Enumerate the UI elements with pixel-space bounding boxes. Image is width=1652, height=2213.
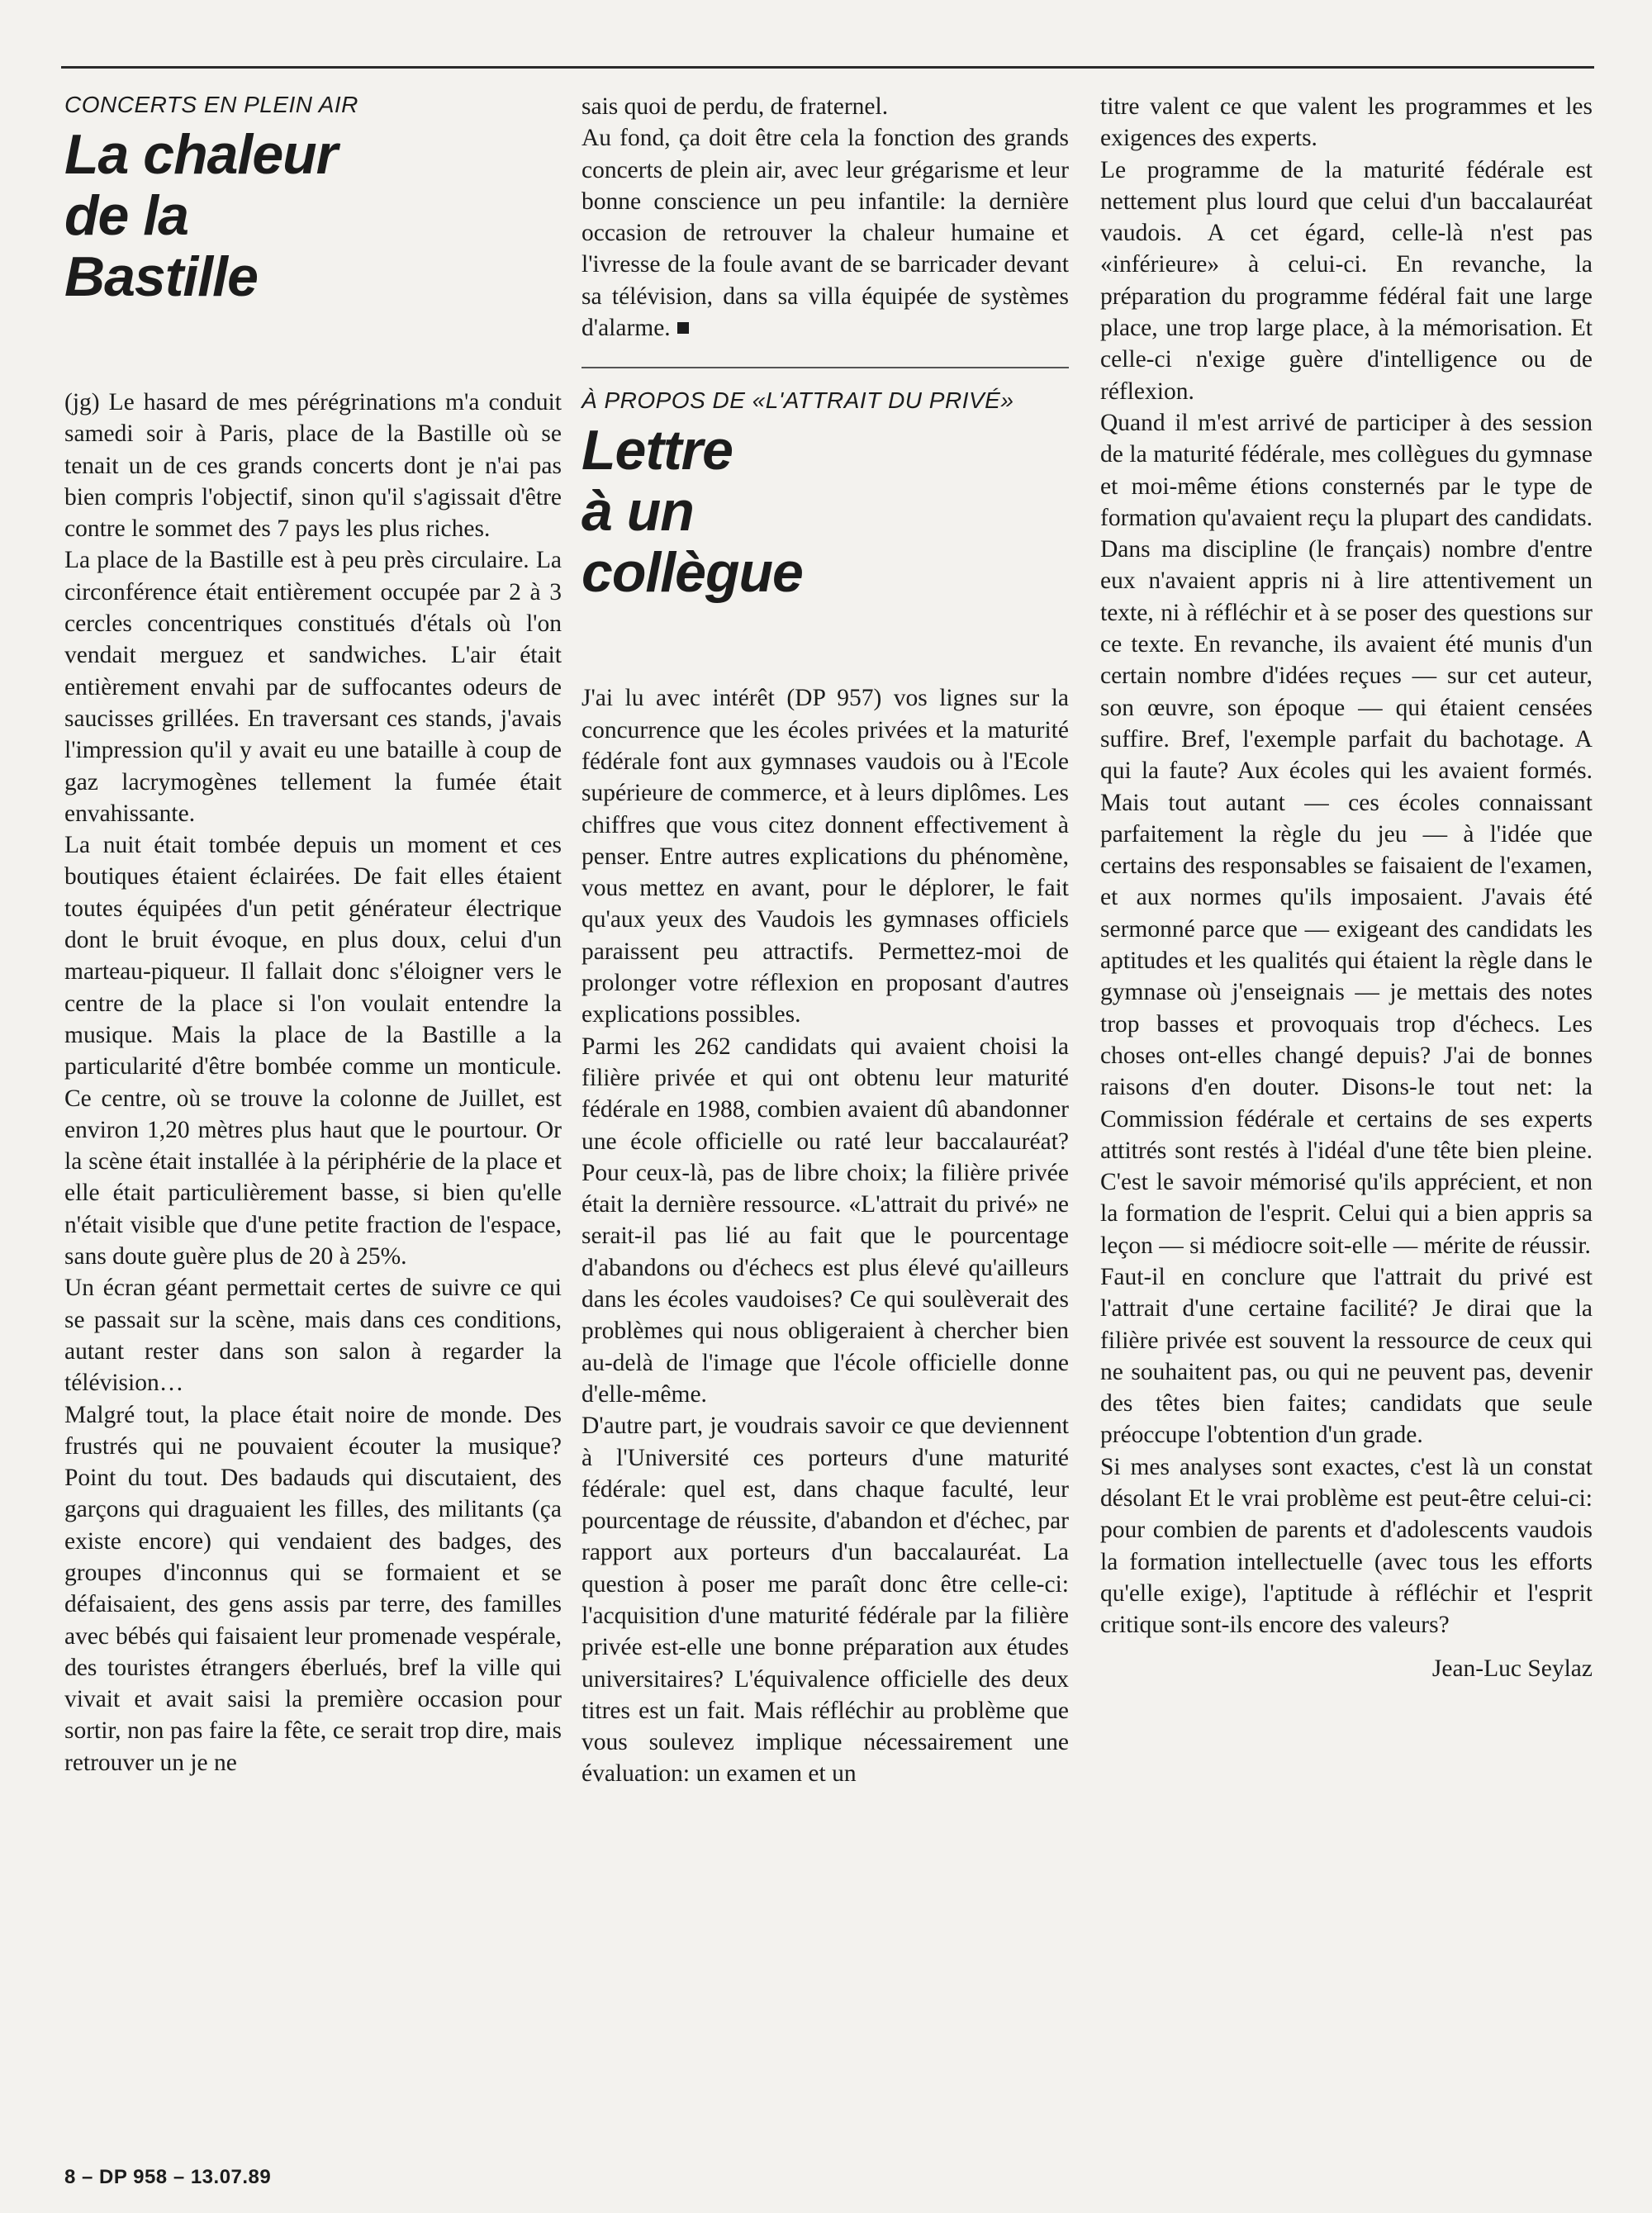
headline-line: Bastille xyxy=(64,245,258,308)
paragraph: La place de la Bastille est à peu près circulaire. La circonférence était entièrement occupée par 2 à 3 cercles concentriques constitués d'étals où l'on vendait merguez et sandwiches. L'air était entièrement envahi par de suffocantes odeurs de saucisses grillées. En traversant ces stands, j'avais l'impression qu'il y avait eu une bataille à coup de gaz lacrymogènes tellement la fumée était envahissante. xyxy=(64,547,562,827)
article2-headline xyxy=(582,420,1069,603)
paragraph: La nuit était tombée depuis un moment et ces boutiques étaient éclairées. De fait elles étaient toutes équipées d'un petit générateur électrique dont le bruit évoque, en plus doux, celui d'un marteau-piqueur. Il fallait donc s'éloigner vers le centre de la place si l'on voulait entendre la musique. Mais la place de la Bastille a la particularité d'être bombée comme un monticule. Ce centre, où se trouve la colonne de Juillet, est environ 1,20 mètres plus haut que le pourtour. Or la scène était installée à la périphérie de la place et elle était particulièrement basse, si bien qu'elle n'était visible que d'une petite fraction de l'espace, sans doute guère plus de 20 à 25%. xyxy=(64,832,562,1270)
paragraph: (jg) Le hasard de mes pérégrinations m'a conduit samedi soir à Paris, place de la Bastille où se tenait un de ces grands concerts dont je n'ai pas bien compris l'objectif, sinon qu'il s'agissait d'être contre le sommet des 7 pays les plus riches. xyxy=(64,389,562,543)
paragraph: Si mes analyses sont exactes, c'est là un constat désolant Et le vrai problème est peut-être celui-ci: pour combien de parents et d'adolescents vaudois la formation intellectuelle (avec tous les efforts qu'elle exige), l'aptitude à réfléchir et l'esprit critique sont-ils encore des valeurs? xyxy=(1100,1453,1593,1639)
article1-continuation xyxy=(582,91,1069,344)
article2-body-col2 xyxy=(582,682,1069,1789)
column-2 xyxy=(582,91,1069,1790)
paragraph: Un écran géant permettait certes de suivre ce qui se passait sur la scène, mais dans ces conditions, autant rester dans son salon à regarder la télévision… xyxy=(64,1275,562,1397)
headline-line: à un xyxy=(582,480,694,544)
author-signature: Jean-Luc Seylaz xyxy=(1431,1655,1593,1682)
paragraph: titre valent ce que valent les programmes et les exigences des experts. xyxy=(1100,93,1593,152)
paragraph xyxy=(582,122,1069,344)
paragraph: J'ai lu avec intérêt (DP 957) vos lignes sur la concurrence que les écoles privées et la maturité fédérale font aux gymnases vaudois ou à l'Ecole supérieure de commerce, et à leurs diplômes. Les chiffres que vous citez donnent effectivement à penser. Entre autres explications du phénomène, vous mettez en avant, pour le déplorer, le fait qu'aux yeux des Vaudois les gymnases officiels paraissent peu attractifs. Permettez-moi de prolonger votre réflexion en proposant d'autres explications possibles. xyxy=(582,685,1069,1028)
article2-kicker: À PROPOS DE «L'ATTRAIT DU PRIVÉ» xyxy=(582,387,1014,414)
article1-headline xyxy=(64,124,562,307)
headline-line: La chaleur xyxy=(64,123,338,186)
page-footer: 8 – DP 958 – 13.07.89 xyxy=(64,2166,272,2188)
article2-body-col3 xyxy=(1100,91,1593,1641)
headline-line: Lettre xyxy=(582,419,733,482)
column-3 xyxy=(1100,91,1593,1684)
paragraph: Quand il m'est arrivé de participer à des session de la maturité fédérale, mes collègues du gymnase et moi-même étions consternés par le type de formation qu'avaient reçu la plupart des candidats. Dans ma discipline (le français) nombre d'entre eux n'avaient appris ni à lire attentivement un texte, ni à réfléchir et à se poser des questions sur ce texte. En revanche, ils avaient été munis d'un certain nombre d'idées reçues — sur cet auteur, son œuvre, son époque — qui étaient censées suffire. Bref, l'exemple parfait du bachotage. A qui la faute? Aux écoles qui les avaient formés. Mais tout autant — ces écoles connaissant parfaitement la règle du jeu — à l'idée que certains des responsables se faisaient de l'examen, et aux normes qu'ils imposaient. J'avais été sermonné parce que — exigeant des candidats les aptitudes et les qualités qui étaient la règle dans le gymnase où j'enseignais — je mettais des notes trop basses et provoquais trop d'échecs. Les choses ont-elles changé depuis? J'ai de bonnes raisons d'en douter. Disons-le tout net: la Commission fédérale et certains de ses experts attitrés sont restés à l'idéal d'une tête bien pleine. C'est le savoir mémorisé qu'ils apprécient, et non la formation de l'esprit. Celui qui a bien appris sa leçon — si médiocre soit-elle — mérite de réussir. xyxy=(1100,409,1593,1259)
paragraph: sais quoi de perdu, de fraternel. xyxy=(582,93,889,120)
paragraph: Malgré tout, la place était noire de monde. Des frustrés qui ne pouvaient écouter la musique? Point du tout. Des badauds qui discutaient, des garçons qui draguaient les filles, des militants (ça existe encore) qui vendaient des badges, des groupes d'inconnus qui se formaient et se défaisaient, des gens assis par terre, des familles avec bébés qui faisaient leur promenade vespérale, des touristes étrangers éberlués, bref la ville qui vivait et avait saisi la première occasion pour sortir, non pas faire la fête, ce serait trop dire, mais retrouver un je ne xyxy=(64,1401,562,1776)
article1-body xyxy=(64,387,562,1778)
paragraph: D'autre part, je voudrais savoir ce que deviennent à l'Université ces porteurs d'une maturité fédérale: quel est, dans chaque faculté, leur pourcentage de réussite, d'abandon et d'échec, par rapport aux porteurs d'un baccalauréat. La question à poser me paraît donc être celle-ci: l'acquisition d'une maturité fédérale par la filière privée est-elle une bonne préparation aux études universitaires? L'équivalence officielle des deux titres est un fait. Mais réfléchir au problème que vous soulevez implique nécessairement une évaluation: un examen et un xyxy=(582,1413,1069,1788)
headline-line: de la xyxy=(64,184,188,247)
paragraph: Le programme de la maturité fédérale est nettement plus lourd que celui d'un baccalauréat vaudois. A cet égard, celle-là n'est pas «inférieure» à celui-ci. En revanche, la préparation du programme fédéral fait une large place, une trop large place, à la mémorisation. Et celle-ci n'exige guère d'intelligence ou de réflexion. xyxy=(1100,156,1593,405)
article-separator xyxy=(582,367,1069,368)
column-1 xyxy=(64,91,562,1778)
article1-kicker: CONCERTS EN PLEIN AIR xyxy=(64,92,358,117)
paragraph-text: Au fond, ça doit être cela la fonction des grands concerts de plein air, avec leur grégarisme et leur bonne conscience un peu infantile: la dernière occasion de retrouver la chaleur humaine et l'ivresse de la foule avant de se barricader devant sa télévision, dans sa villa équipée de systèmes d'alarme. xyxy=(582,125,1069,342)
top-rule xyxy=(61,66,1594,69)
paragraph: Faut-il en conclure que l'attrait du privé est l'attrait d'une certaine facilité? Je dirai que la filière privée est souvent la ressource de ceux qui ne souhaitent pas, ou qui ne peuvent pas, devenir des têtes bien faites; candidats que seule préoccupe l'obtention d'un grade. xyxy=(1100,1263,1593,1449)
end-of-article-mark xyxy=(677,322,689,334)
headline-line: collègue xyxy=(582,541,803,605)
paragraph: Parmi les 262 candidats qui avaient choisi la filière privée et qui ont obtenu leur maturité fédérale en 1988, combien avaient dû abandonner une école officielle ou raté leur baccalauréat? Pour ceux-là, pas de libre choix; la filière privée était la dernière ressource. «L'attrait du privé» ne serait-il pas lié au fait que le pourcentage d'abandons ou d'échecs est plus élevé qu'ailleurs dans les écoles vaudoises? Ce qui soulèverait des problèmes qui nous obligeraient à chercher bien au-delà de l'image que l'école officielle donne d'elle-même. xyxy=(582,1033,1069,1408)
